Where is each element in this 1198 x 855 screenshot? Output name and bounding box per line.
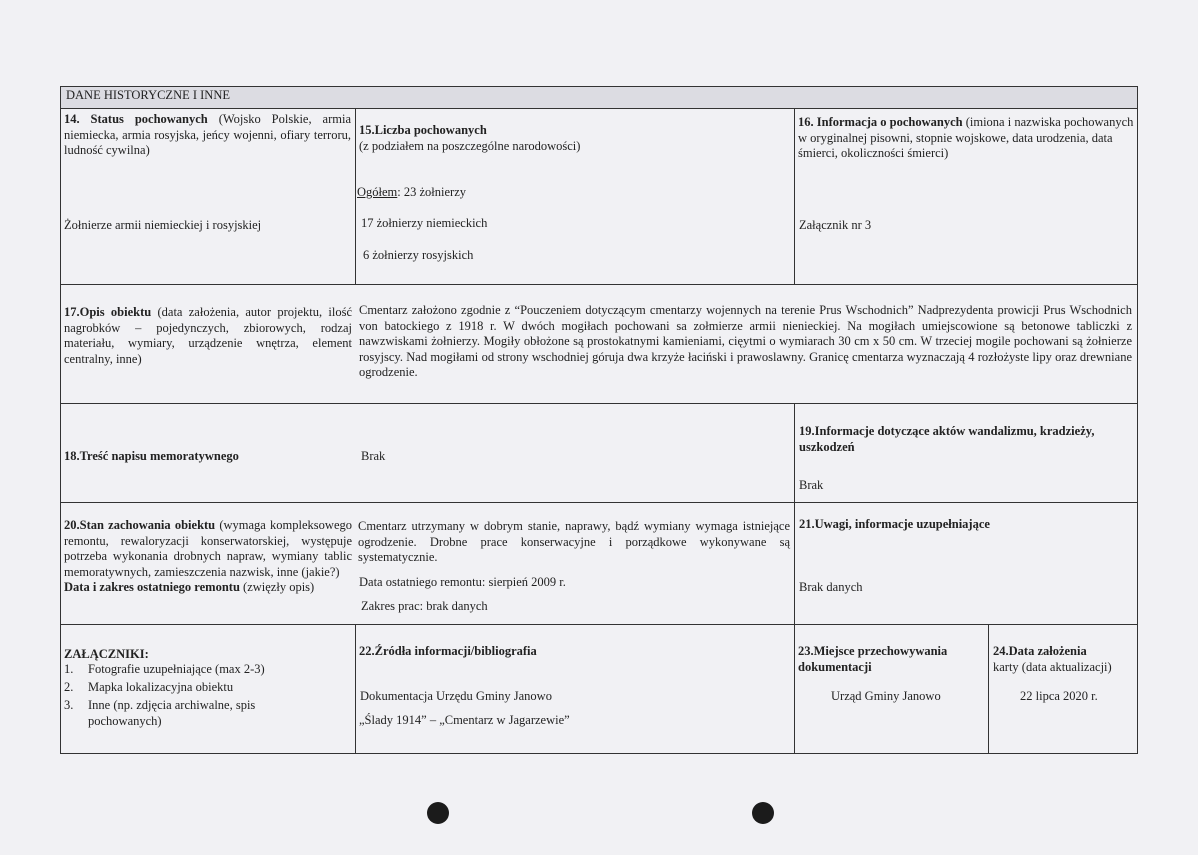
field-18-value: Brak bbox=[361, 449, 386, 463]
divider bbox=[61, 502, 1137, 503]
field-16-value: Załącznik nr 3 bbox=[799, 218, 872, 232]
punch-hole bbox=[427, 802, 449, 824]
field-19-label: 19.Informacje dotyczące aktów wandalizmu, kradzieży, uszkodzeń bbox=[799, 424, 1095, 454]
divider bbox=[794, 108, 795, 284]
field-22-label: 22.Źródła informacji/bibliografia bbox=[359, 644, 537, 658]
field-24-label: 24.Data założenia karty (data aktualizacji) bbox=[993, 644, 1112, 674]
field-16-label: 16. Informacja o pochowanych (imiona i nazwiska pochowanych w oryginalnej pisowni, stopnie wojskowe, data urodzenia, data śmierci, okoliczności śmierci) bbox=[798, 115, 1134, 160]
field-18-label: 18.Treść napisu memoratywnego bbox=[64, 449, 239, 463]
field-20-value: Cmentarz utrzymany w dobrym stanie, naprawy, bądź wymiany wymaga istniejące ogrodzenie. Drobne prace konserwacyjne i porządkowe wykonywane są systematycznie. bbox=[358, 519, 790, 564]
divider bbox=[355, 624, 356, 754]
field-21-label: 21.Uwagi, informacje uzupełniające bbox=[799, 517, 990, 531]
field-22-source-1: Dokumentacja Urzędu Gminy Janowo bbox=[360, 689, 552, 703]
divider bbox=[61, 624, 1137, 625]
field-17-label: 17.Opis obiektu (data założenia, autor projektu, ilość nagrobków – pojedynczych, zbiorowych, rodzaj materiału, wymiary, urządzenie wnętrza, element centralny, inne) bbox=[64, 305, 352, 366]
field-23-label: 23.Miejsce przechowywania dokumentacji bbox=[798, 644, 948, 674]
field-20-last-repair: Data ostatniego remontu: sierpień 2009 r. bbox=[359, 575, 566, 589]
field-19-value: Brak bbox=[799, 478, 824, 492]
field-23-value: Urząd Gminy Janowo bbox=[831, 689, 941, 703]
attachment-num: 1. bbox=[64, 662, 74, 676]
attachment-item: Fotografie uzupełniające (max 2-3) bbox=[88, 662, 265, 676]
field-14-value: Żołnierze armii niemieckiej i rosyjskiej bbox=[64, 218, 262, 232]
divider bbox=[794, 403, 795, 624]
divider bbox=[794, 624, 795, 754]
divider bbox=[61, 108, 1137, 109]
field-22-source-2: „Ślady 1914” – „Cmentarz w Jagarzewie” bbox=[359, 713, 570, 727]
attachment-num: 3. bbox=[64, 698, 74, 712]
attachment-item: Inne (np. zdjęcia archiwalne, spis pochowanych) bbox=[88, 698, 256, 728]
section-header: DANE HISTORYCZNE I INNE bbox=[66, 88, 230, 102]
field-21-value: Brak danych bbox=[799, 580, 863, 594]
field-15-russian: 6 żołnierzy rosyjskich bbox=[363, 248, 474, 262]
field-24-value: 22 lipca 2020 r. bbox=[1020, 689, 1098, 703]
attachments-title: ZAŁĄCZNIKI: bbox=[64, 647, 149, 661]
field-20-label: 20.Stan zachowania obiektu (wymaga kompleksowego remontu, rewaloryzacji konserwatorskiej, występuje potrzeba wykonania drobnych napraw, wymiany tablic memoratywnych, zamieszczenia nazwisk, inne (jakie?) Data i zakres ostatniego remontu (zwięzły opis) bbox=[64, 518, 352, 594]
punch-hole bbox=[752, 802, 774, 824]
field-14-label: 14. Status pochowanych (Wojsko Polskie, armia niemiecka, armia rosyjska, jeńcy wojenni, ofiary terroru, ludność cywilna) bbox=[64, 112, 351, 157]
divider bbox=[355, 108, 356, 284]
field-15-label: 15.Liczba pochowanych (z podziałem na poszczególne narodowości) bbox=[359, 123, 581, 153]
field-15-total: Ogółem: 23 żołnierzy bbox=[357, 185, 467, 199]
field-20-scope: Zakres prac: brak danych bbox=[361, 599, 488, 613]
attachment-num: 2. bbox=[64, 680, 74, 694]
field-17-value: Cmentarz założono zgodnie z “Pouczeniem dotyczącym cmentarzy wojennych na terenie Prus Wschodnich” Nadprezydenta prowicji Prus Wschodnich von batockiego z 1918 r. W dwóch mogiłach pochowani sa zołmierze armii nienieckiej. Na mogiłach umiejscowione są betonowe tabliczki z nawzwiskami żołnierzy. Mogiły obłożone są prostokatnymi kamieniami, cięytmi o wymiarach 30 cm x 50 cm. W trzeciej mogile pochowani są żołnierze rosyjscy. Nad mogiłami od strony wschodniej góruja dwa krzyże łaciński i prawoslawny. Granicę cmentarza wyznaczają 4 rozłożyste lipy oraz drewniane ogrodzenie. bbox=[359, 303, 1132, 379]
attachment-item: Mapka lokalizacyjna obiektu bbox=[88, 680, 234, 694]
divider bbox=[61, 284, 1137, 285]
field-15-german: 17 żołnierzy niemieckich bbox=[361, 216, 488, 230]
divider bbox=[988, 624, 989, 754]
divider bbox=[61, 403, 1137, 404]
